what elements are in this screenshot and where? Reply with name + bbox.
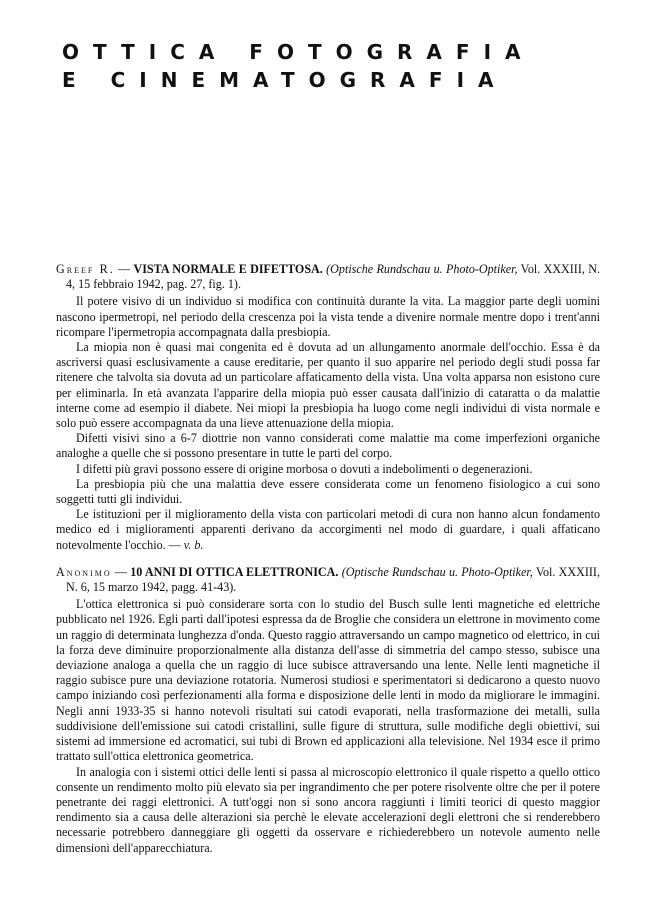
entry-gap xyxy=(56,553,600,565)
article-content xyxy=(56,262,600,856)
entry-2-paragraph: L'ottica elettronica si può considerare sorta con lo studio del Busch sulle lenti magnetiche ed elettriche pubblicato nel 1926. Egli partì dall'ipotesi espressa da de Broglie che considera un elettrone in movimento come un raggio di determinata lunghezza d'onda. Questo raggio attraversando un campo magnetico od elettrico, in cui la forza deve diminuire proporzionalmente alla distanza dell'asse di simmetria del campo stesso, subisce una deviazione analoga a quella che un raggio di luce subisce attraversando una lente. Nelle lenti magnetiche il raggio subisce pure una deviazione rotatoria. Numerosi studiosi e sperimentatori si dedicarono a questo nuovo campo iniziando così perfezionamenti alla forma e disposizione delle lenti in modo da migliorare le immagini. Negli anni 1933-35 si hanno notevoli risultati sui catodi evaporati, nella trasformazione dei metalli, sulla suddivisione dell'emissione sui catodi cristallini, sulle figure di struttura, sulle modifiche degli obiettivi, sui sistemi ad immersione ed acromatici, sui tubi di Brown ed applicazioni alla televisione. Nel 1934 esce il primo trattato sull'ottica elettronica geometrica. xyxy=(56,597,600,764)
entry-1-last-paragraph xyxy=(56,507,600,553)
entry-2-author: Anonimo xyxy=(56,564,112,579)
entry-2 xyxy=(56,565,600,856)
entry-1-source: (Optische Rundschau u. Photo-Optiker, xyxy=(326,262,518,276)
entry-1-paragraph: Difetti visivi sino a 6-7 diottrie non vanno considerati come malattie ma come imperfezioni organiche analoghe a quelle che si possono presentare in tutte le parti del corpo. xyxy=(56,431,600,461)
entry-1-paragraph: La miopia non è quasi mai congenita ed è dovuta ad un allungamento anormale dell'occhio. Essa è da ascriversi quasi esclusivamente a cause ereditarie, per quanto il suo apparire nel periodo degli studi possa far ritenere che talvolta sia dovuta ad un particolare affaticamento della vista. Una volta apparsa non esistono cure per eliminarla. In età avanzata l'apparire della miopia può esser causata dall'inizio di cataratta o da malattie interne come ad esempio il diabete. Nei miopi la presbiopia ha luogo come negli individui di vista normale e solo può essere accompagnata da una lieve attenuazione della miopia. xyxy=(56,340,600,431)
entry-1 xyxy=(56,262,600,553)
entry-1-paragraph: La presbiopia più che una malattia deve essere considerata come un fenomeno fisiologico a cui sono soggetti tutti gli individui. xyxy=(56,476,600,507)
entry-2-dash: — xyxy=(111,564,131,579)
entry-2-heading xyxy=(56,565,600,595)
header-line-1: OTTICA FOTOGRAFIA xyxy=(62,40,535,64)
entry-2-citation: Vol. XXXIII, N. 6, 15 marzo 1942, pagg. 41-43). xyxy=(66,564,600,595)
page-header xyxy=(62,38,602,94)
entry-1-paragraph: I difetti più gravi possono essere di origine morbosa o dovuti a indebolimenti o degenerazioni. xyxy=(76,461,533,476)
entry-1-title: VISTA NORMALE E DIFETTOSA. xyxy=(133,262,323,276)
entry-1-signature: v. b. xyxy=(183,537,204,552)
entry-1-heading xyxy=(56,262,600,292)
entry-1-author: Greef R. xyxy=(56,262,115,276)
entry-2-title: 10 ANNI DI OTTICA ELETTRONICA. xyxy=(130,564,339,579)
entry-1-citation: Vol. XXXIII, N. 4, 15 febbraio 1942, pag. 27, fig. 1). xyxy=(66,262,600,292)
entry-1-paragraph-text: Le istituzioni per il miglioramento della vista con particolari metodi di cura non hanno alcun fondamento medico ed i miglioramenti apparenti derivano da accorgimenti nel modo di guardare, i quali affaticano notevolmente l'occhio. — xyxy=(56,507,600,552)
entry-2-source: (Optische Rundschau u. Photo-Optiker, xyxy=(341,564,533,579)
entry-1-paragraph: Il potere visivo di un individuo si modifica con continuità durante la vita. La maggior parte degli uomini nascono ipermetropi, nel periodo della crescenza poi la vista tende a divenire normale mentre dopo i trent'anni ricompare l'ipermetropia accompagnata dalla presbiopia. xyxy=(56,294,600,339)
entry-1-dash: — xyxy=(114,262,134,276)
entry-2-paragraph: In analogia con i sistemi ottici delle lenti si passa al microscopio elettronico il quale rispetto a quello ottico consente un rendimento molto più elevato sia per ingrandimento che per potere risolvente oltre che per il potere penetrante dei raggi elettronici. A tutt'oggi non si sono ancora raggiunti i limiti teorici di questo maggior rendimento sia a causa delle alterazioni sia perchè le elevate accelerazioni degli elettroni che si renderebbero necessarie potrebbero danneggiare gli oggetti da osservare e richiederebbero un notevole aumento nelle dimensioni dell'apparecchiatura. xyxy=(56,764,600,855)
header-line-2: E CINEMATOGRAFIA xyxy=(62,68,508,92)
